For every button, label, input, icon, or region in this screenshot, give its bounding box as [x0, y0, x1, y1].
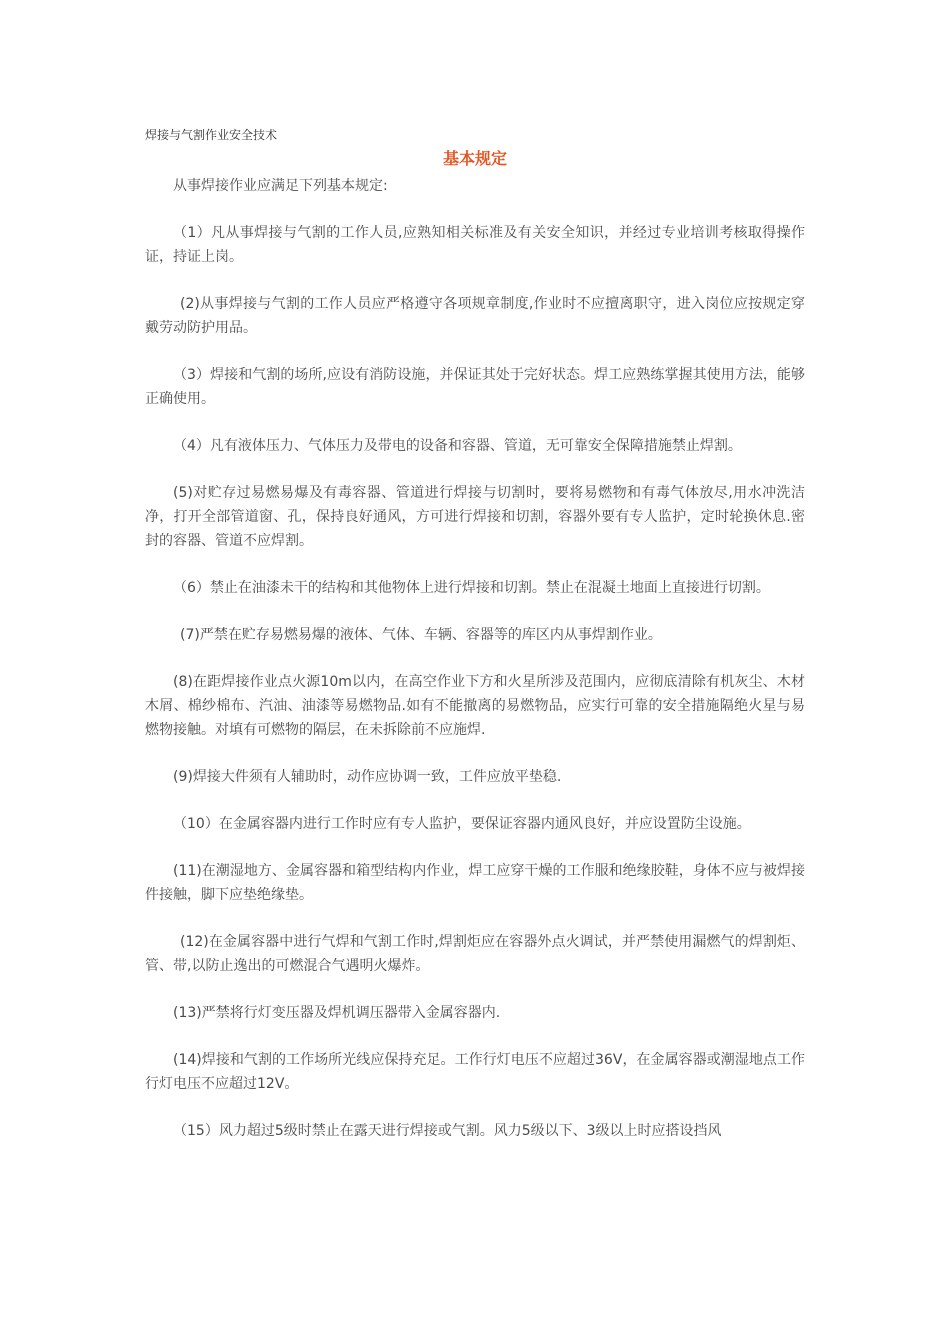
document-page — [145, 126, 805, 1143]
document-title: 焊接与气割作业安全技术 — [145, 128, 278, 142]
rule-12: (12)在金属容器中进行气焊和气割工作时,焊割炬应在容器外点火调试，并严禁使用漏燃气的焊割炬、管、带,以防止逸出的可燃混合气遇明火爆炸。 — [145, 934, 805, 974]
rule-7: (7)严禁在贮存易燃易爆的液体、气体、车辆、容器等的库区内从事焊割作业。 — [180, 627, 662, 643]
intro-paragraph: 从事焊接作业应满足下列基本规定: — [173, 178, 388, 194]
rule-8: (8)在距焊接作业点火源10m以内，在高空作业下方和火星所涉及范围内，应彻底清除有机灰尘、木材木屑、棉纱棉布、汽油、油漆等易燃物品.如有不能撤离的易燃物品，应实行可靠的安全措施隔绝火星与易燃物接触。对填有可燃物的隔层，在未拆除前不应施焊. — [145, 674, 805, 738]
rule-3: （3）焊接和气割的场所,应设有消防设施，并保证其处于完好状态。焊工应熟练掌握其使用方法，能够正确使用。 — [145, 367, 805, 407]
rule-4: （4）凡有液体压力、气体压力及带电的设备和容器、管道，无可靠安全保障措施禁止焊割。 — [173, 438, 742, 454]
rule-1: （1）凡从事焊接与气割的工作人员,应熟知相关标准及有关安全知识，并经过专业培训考核取得操作证，持证上岗。 — [145, 225, 805, 265]
section-heading: 基本规定 — [442, 149, 507, 168]
rule-11: (11)在潮湿地方、金属容器和箱型结构内作业，焊工应穿干燥的工作服和绝缘胶鞋，身体不应与被焊接件接触，脚下应垫绝缘垫。 — [145, 863, 805, 903]
rule-2: (2)从事焊接与气割的工作人员应严格遵守各项规章制度,作业时不应擅离职守，进入岗位应按规定穿戴劳动防护用品。 — [145, 296, 805, 336]
rule-6: （6）禁止在油漆未干的结构和其他物体上进行焊接和切割。禁止在混凝土地面上直接进行切割。 — [173, 580, 770, 596]
rule-13: (13)严禁将行灯变压器及焊机调压器带入金属容器内. — [173, 1005, 501, 1021]
rule-15: （15）风力超过5级时禁止在露天进行焊接或气割。风力5级以下、3级以上时应搭设挡风 — [173, 1123, 722, 1139]
rule-9: (9)焊接大件须有人辅助时，动作应协调一致，工件应放平垫稳. — [173, 769, 562, 785]
rule-10: （10）在金属容器内进行工作时应有专人监护，要保证容器内通风良好，并应设置防尘设施。 — [173, 816, 751, 832]
rule-14: (14)焊接和气割的工作场所光线应保持充足。工作行灯电压不应超过36V，在金属容器或潮湿地点工作行灯电压不应超过12V。 — [145, 1052, 805, 1092]
rule-5: (5)对贮存过易燃易爆及有毒容器、管道进行焊接与切割时，要将易燃物和有毒气体放尽,用水冲洗洁净，打开全部管道窗、孔，保持良好通风，方可进行焊接和切割，容器外要有专人监护，定时轮换休息.密封的容器、管道不应焊割。 — [145, 485, 805, 549]
